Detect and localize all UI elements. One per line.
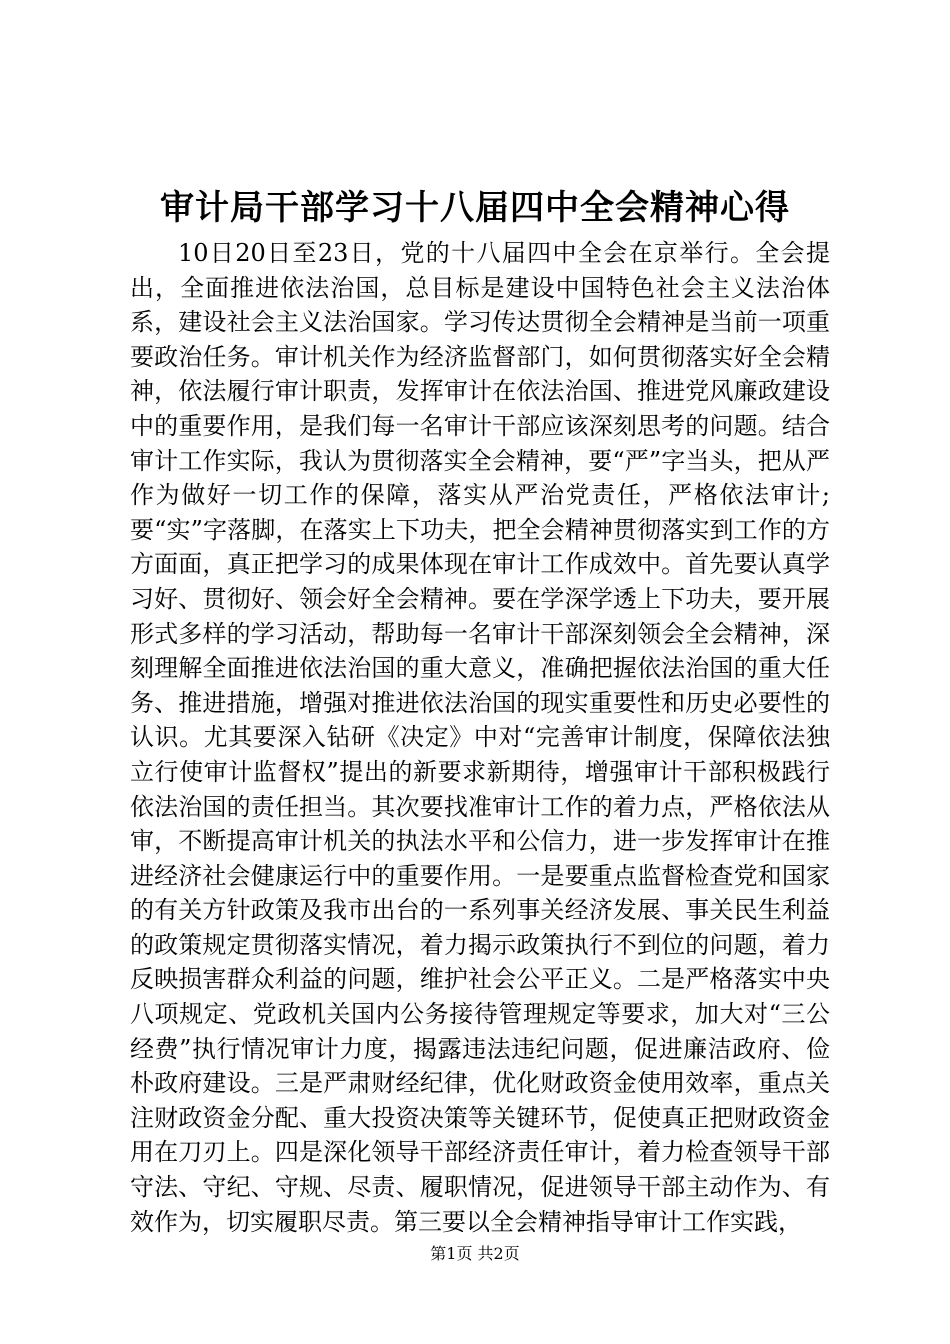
document-body-paragraph: 10日20日至23日，党的十八届四中全会在京举行。全会提出，全面推进依法治国，总目标是建设中国特色社会主义法治体系，建设社会主义法治国家。学习传达贯彻全会精神是当前一项重要政治任务。审计机关作为经济监督部门，如何贯彻落实好全会精神，依法履行审计职责，发挥审计在依法治国、推进党风廉政建设中的重要作用，是我们每一名审计干部应该深刻思考的问题。结合审计工作实际，我认为贯彻落实全会精神，要“严”字当头，把从严作为做好一切工作的保障，落实从严治党责任，严格依法审计;要“实”字落脚，在落实上下功夫，把全会精神贯彻落实到工作的方方面面，真正把学习的成果体现在审计工作成效中。首先要认真学习好、贯彻好、领会好全会精神。要在学深学透上下功夫，要开展形式多样的学习活动，帮助每一名审计干部深刻领会全会精神，深刻理解全面推进依法治国的重大意义，准确把握依法治国的重大任务、推进措施，增强对推进依法治国的现实重要性和历史必要性的认识。尤其要深入钻研《决定》中对“完善审计制度，保障依法独立行使审计监督权”提出的新要求新期待，增强审计干部积极践行依法治国的责任担当。其次要找准审计工作的着力点，严格依法从审，不断提高审计机关的执法水平和公信力，进一步发挥审计在推进经济社会健康运行中的重要作用。一是要重点监督检查党和国家的有关方针政策及我市出台的一系列事关经济发展、事关民生利益的政策规定贯彻落实情况，着力揭示政策执行不到位的问题，着力反映损害群众利益的问题，维护社会公平正义。二是严格落实中央八项规定、党政机关国内公务接待管理规定等要求，加大对“三公经费”执行情况审计力度，揭露违法违纪问题，促进廉洁政府、俭朴政府建设。三是严肃财经纪律，优化财政资金使用效率，重点关注财政资金分配、重大投资决策等关键环节，促使真正把财政资金用在刀刃上。四是深化领导干部经济责任审计，着力检查领导干部守法、守纪、守规、尽责、履职情况，促进领导干部主动作为、有效作为，切实履职尽责。第三要以全会精神指导审计工作实践， — [130, 239, 830, 1236]
page-number-footer: 第1页 共2页 — [430, 1244, 520, 1263]
document-title: 审计局干部学习十八届四中全会精神心得 — [160, 188, 790, 228]
